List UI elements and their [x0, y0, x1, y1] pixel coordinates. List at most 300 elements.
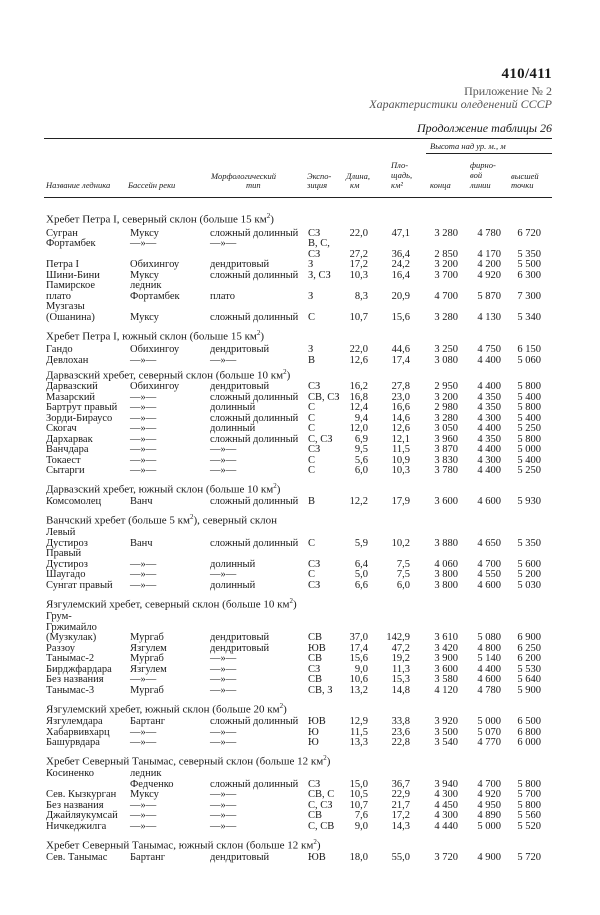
height-end: 3 420 — [434, 643, 458, 654]
glacier-name: Дарвазский — [46, 381, 98, 392]
height-firn: 4 350 — [477, 402, 501, 413]
height-firn: 4 600 — [477, 674, 501, 685]
glacier-name: Шаугадо — [46, 569, 86, 580]
height-firn: 4 600 — [477, 496, 501, 507]
height-end: 2 950 — [434, 381, 458, 392]
morph-type: —»— — [210, 674, 237, 685]
exposition: В, С, — [308, 238, 330, 249]
table-row — [0, 811, 600, 821]
morph-type: —»— — [210, 569, 237, 580]
glacier-name: Бирджфардара — [46, 664, 112, 675]
table-row — [0, 822, 600, 832]
glacier-name: Фортамбек — [46, 238, 96, 249]
height-end: 3 610 — [434, 632, 458, 643]
area: 36,4 — [391, 249, 410, 260]
length: 5,6 — [354, 455, 368, 466]
river-basin: Муксу — [130, 270, 159, 281]
length: 16,8 — [349, 392, 368, 403]
height-top: 5 500 — [517, 259, 541, 270]
area: 36,7 — [391, 779, 410, 790]
area: 44,6 — [391, 344, 410, 355]
length: 5,0 — [354, 569, 368, 580]
height-end: 2 850 — [434, 249, 458, 260]
exposition: В — [308, 496, 316, 507]
area: 17,2 — [391, 810, 410, 821]
river-basin: Мургаб — [130, 632, 164, 643]
morph-type: —»— — [210, 455, 237, 466]
morph-type: плато — [210, 291, 235, 302]
area: 15,6 — [391, 312, 410, 323]
glacier-name: Ничкеджилга — [46, 821, 107, 832]
height-end: 3 540 — [434, 737, 458, 748]
height-firn: 4 350 — [477, 434, 501, 445]
morph-type: сложный долинный — [210, 392, 299, 403]
height-end: 3 280 — [434, 312, 458, 323]
height-end: 3 200 — [434, 259, 458, 270]
height-firn: 5 140 — [477, 653, 501, 664]
glacier-name: Язгулемдара — [46, 716, 103, 727]
height-firn: 4 890 — [477, 810, 501, 821]
area: 14,6 — [391, 413, 410, 424]
river-basin: Язгулем — [130, 643, 167, 654]
river-basin: —»— — [130, 355, 157, 366]
river-basin: ледник — [130, 768, 162, 779]
glacier-name: (Музкулак) — [46, 632, 97, 643]
table-row — [0, 466, 600, 476]
exposition: З — [308, 344, 314, 355]
glacier-name: Танымас-2 — [46, 653, 95, 664]
length: 9,5 — [354, 444, 368, 455]
area: 21,7 — [391, 800, 410, 811]
col-length-1: Длина, — [346, 171, 370, 181]
glacier-name: Дустироз — [46, 538, 88, 549]
table-row — [0, 549, 600, 559]
exposition: ЮВ — [308, 716, 326, 727]
height-end: 3 600 — [434, 496, 458, 507]
col-area-2: щадь, — [391, 170, 413, 180]
glacier-name: Шини-Бини — [46, 270, 100, 281]
length: 12,9 — [349, 716, 368, 727]
height-firn: 4 300 — [477, 413, 501, 424]
area: 27,8 — [391, 381, 410, 392]
river-basin: Мургаб — [130, 685, 164, 696]
table-row — [0, 313, 600, 323]
exposition: СВ — [308, 653, 323, 664]
height-end: 3 870 — [434, 444, 458, 455]
height-firn: 4 700 — [477, 779, 501, 790]
morph-type: дендритовый — [210, 643, 270, 654]
exposition: СВ, З — [308, 685, 333, 696]
height-top: 6 000 — [517, 737, 541, 748]
area: 10,2 — [391, 538, 410, 549]
area: 16,4 — [391, 270, 410, 281]
col-length-2: км — [350, 180, 360, 190]
height-top: 5 930 — [517, 496, 541, 507]
col-morph-1: Морфологический — [211, 171, 277, 181]
river-basin: ледник — [130, 280, 162, 291]
height-firn: 4 700 — [477, 559, 501, 570]
river-basin: Муксу — [130, 312, 159, 323]
river-basin: Муксу — [130, 228, 159, 239]
height-end: 3 250 — [434, 344, 458, 355]
glacier-name: Бартрут правый — [46, 402, 118, 413]
exposition: С, СЗ — [308, 800, 333, 811]
table-row — [0, 292, 600, 302]
river-basin: Бартанг — [130, 852, 166, 863]
exposition: СВ, С — [308, 789, 335, 800]
height-top: 6 800 — [517, 727, 541, 738]
length: 15,0 — [349, 779, 368, 790]
length: 10,6 — [349, 674, 368, 685]
glacier-name: Хабарвивхарц — [46, 727, 110, 738]
area: 15,3 — [391, 674, 410, 685]
table-row — [0, 239, 600, 249]
height-firn: 4 600 — [477, 580, 501, 591]
area: 22,8 — [391, 737, 410, 748]
height-end: 3 880 — [434, 538, 458, 549]
height-firn: 4 750 — [477, 344, 501, 355]
morph-type: —»— — [210, 444, 237, 455]
river-basin: —»— — [130, 559, 157, 570]
length: 6,4 — [354, 559, 368, 570]
height-firn: 4 400 — [477, 664, 501, 675]
river-basin: Ванч — [130, 538, 153, 549]
table-row — [0, 570, 600, 580]
exposition: З — [308, 291, 314, 302]
glacier-name: Танымас-3 — [46, 685, 95, 696]
exposition: С — [308, 538, 316, 549]
river-basin: Обихингоу — [130, 381, 180, 392]
exposition: СЗ — [308, 249, 321, 260]
length: 17,2 — [349, 259, 368, 270]
area: 16,6 — [391, 402, 410, 413]
glacier-name: Раззоу — [46, 643, 75, 654]
height-group-rule — [426, 153, 552, 154]
area: 47,1 — [391, 228, 410, 239]
morph-type: сложный долинный — [210, 413, 299, 424]
height-top: 6 250 — [517, 643, 541, 654]
morph-type: дендритовый — [210, 381, 270, 392]
height-top: 6 900 — [517, 632, 541, 643]
river-basin: —»— — [130, 737, 157, 748]
height-top: 5 250 — [517, 465, 541, 476]
river-basin: Федченко — [130, 779, 174, 790]
section-heading: Дарвазский хребет, северный склон (больше 10 $км^2$) — [46, 368, 291, 382]
section-heading: Ванчский хребет (больше 5 $км^2$), северный склон — [46, 513, 278, 527]
exposition: Ю — [308, 727, 319, 738]
river-basin: —»— — [130, 674, 157, 685]
area: 6,0 — [396, 580, 410, 591]
table-row — [0, 250, 600, 260]
exposition: С — [308, 423, 316, 434]
glacier-name: Сев. Кызкурган — [46, 789, 117, 800]
morph-type: сложный долинный — [210, 496, 299, 507]
table-row — [0, 769, 600, 779]
col-expo-2: зиция — [307, 180, 328, 190]
morph-type: —»— — [210, 727, 237, 738]
length: 12,2 — [349, 496, 368, 507]
glacier-name: Скогач — [46, 423, 77, 434]
height-top: 6 720 — [517, 228, 541, 239]
river-basin: Фортамбек — [130, 291, 180, 302]
height-end: 3 080 — [434, 355, 458, 366]
morph-type: —»— — [210, 737, 237, 748]
appendix-label: Приложение № 2 — [464, 84, 552, 98]
exposition: С — [308, 455, 316, 466]
glacier-name: Правый — [46, 548, 82, 559]
morph-type: —»— — [210, 789, 237, 800]
section-heading: Хребет Северный Танымас, северный склон (больше 12 $км^2$) — [46, 754, 331, 768]
exposition: В — [308, 355, 316, 366]
height-top: 6 300 — [517, 270, 541, 281]
length: 12,6 — [349, 355, 368, 366]
height-firn: 4 400 — [477, 444, 501, 455]
river-basin: —»— — [130, 455, 157, 466]
table-row — [0, 633, 600, 643]
length: 13,3 — [349, 737, 368, 748]
glacier-name: Токаест — [46, 455, 81, 466]
height-top: 5 400 — [517, 392, 541, 403]
length: 8,3 — [354, 291, 368, 302]
river-basin: —»— — [130, 821, 157, 832]
river-basin: —»— — [130, 727, 157, 738]
height-end: 4 300 — [434, 810, 458, 821]
river-basin: —»— — [130, 810, 157, 821]
height-firn: 4 400 — [477, 423, 501, 434]
height-end: 3 500 — [434, 727, 458, 738]
glacier-name: Гржимайло — [46, 622, 97, 633]
table-row — [0, 260, 600, 270]
height-firn: 4 650 — [477, 538, 501, 549]
table-row — [0, 539, 600, 549]
length: 10,3 — [349, 270, 368, 281]
height-top: 5 800 — [517, 381, 541, 392]
height-top: 5 700 — [517, 789, 541, 800]
river-basin: Язгулем — [130, 664, 167, 675]
exposition: С — [308, 413, 316, 424]
area: 142,9 — [386, 632, 410, 643]
height-end: 3 900 — [434, 653, 458, 664]
river-basin: Муксу — [130, 789, 159, 800]
height-end: 3 280 — [434, 228, 458, 239]
exposition: С, СВ — [308, 821, 335, 832]
area: 11,5 — [392, 444, 410, 455]
area: 11,3 — [392, 664, 410, 675]
length: 12,4 — [349, 402, 368, 413]
river-basin: —»— — [130, 423, 157, 434]
area: 19,2 — [391, 653, 410, 664]
table-row — [0, 345, 600, 355]
height-end: 4 440 — [434, 821, 458, 832]
length: 11,5 — [350, 727, 368, 738]
section-heading: Хребет Петра I, южный склон (больше 15 $км^2$) — [46, 329, 265, 343]
exposition: Ю — [308, 737, 319, 748]
length: 22,0 — [349, 344, 368, 355]
height-top: 6 500 — [517, 716, 541, 727]
height-end: 3 700 — [434, 270, 458, 281]
length: 13,2 — [349, 685, 368, 696]
height-end: 4 120 — [434, 685, 458, 696]
col-name: Название ледника — [46, 180, 111, 190]
glacier-name: Косиненко — [46, 768, 94, 779]
area: 23,6 — [391, 727, 410, 738]
river-basin: —»— — [130, 402, 157, 413]
height-end: 3 200 — [434, 392, 458, 403]
area: 20,9 — [391, 291, 410, 302]
height-top: 5 350 — [517, 538, 541, 549]
exposition: СЗ — [308, 580, 321, 591]
area: 17,4 — [391, 355, 410, 366]
continuation-label: Продолжение таблицы 26 — [416, 121, 552, 135]
height-top: 5 530 — [517, 664, 541, 675]
table-row — [0, 790, 600, 800]
col-expo-1: Экспо- — [307, 171, 332, 181]
table-row — [0, 675, 600, 685]
height-top: 5 030 — [517, 580, 541, 591]
river-basin: Бартанг — [130, 716, 166, 727]
table-row — [0, 497, 600, 507]
exposition: СЗ — [308, 664, 321, 675]
length: 10,7 — [349, 312, 368, 323]
height-end: 3 050 — [434, 423, 458, 434]
height-firn: 4 920 — [477, 270, 501, 281]
glacier-name: Башурвдара — [46, 737, 100, 748]
height-firn: 4 550 — [477, 569, 501, 580]
area: 10,9 — [391, 455, 410, 466]
height-top: 6 150 — [517, 344, 541, 355]
height-end: 3 800 — [434, 580, 458, 591]
morph-type: сложный долинный — [210, 312, 299, 323]
height-top: 5 720 — [517, 852, 541, 863]
length: 6,6 — [354, 580, 368, 591]
height-firn: 4 200 — [477, 259, 501, 270]
glacier-name: Мазарский — [46, 392, 96, 403]
area: 12,1 — [391, 434, 410, 445]
glacier-name: Петра I — [46, 259, 79, 270]
length: 9,0 — [354, 821, 368, 832]
length: 18,0 — [349, 852, 368, 863]
morph-type: дендритовый — [210, 632, 270, 643]
river-basin: Обихингоу — [130, 259, 180, 270]
height-top: 5 800 — [517, 402, 541, 413]
length: 22,0 — [349, 228, 368, 239]
length: 15,6 — [349, 653, 368, 664]
river-basin: Обихингоу — [130, 344, 180, 355]
morph-type: —»— — [210, 664, 237, 675]
area: 7,5 — [396, 569, 410, 580]
length: 5,9 — [354, 538, 368, 549]
height-firn: 5 070 — [477, 727, 501, 738]
appendix-title: Характеристики оледенений СССР — [369, 97, 552, 111]
exposition: СВ, СЗ — [308, 392, 340, 403]
area: 24,2 — [391, 259, 410, 270]
glacier-name: Ванчдара — [46, 444, 89, 455]
height-end: 4 060 — [434, 559, 458, 570]
morph-type: долинный — [210, 559, 256, 570]
exposition: СЗ — [308, 444, 321, 455]
exposition: С — [308, 465, 316, 476]
height-top: 5 350 — [517, 249, 541, 260]
exposition: ЮВ — [308, 643, 326, 654]
height-top: 7 300 — [517, 291, 541, 302]
col-h-end: конца — [430, 180, 451, 190]
table-row — [0, 445, 600, 455]
length: 7,6 — [354, 810, 368, 821]
height-end: 4 700 — [434, 291, 458, 302]
height-firn: 4 800 — [477, 643, 501, 654]
height-end: 3 960 — [434, 434, 458, 445]
river-basin: —»— — [130, 465, 157, 476]
river-basin: —»— — [130, 238, 157, 249]
length: 9,4 — [354, 413, 368, 424]
col-basin: Бассейн реки — [128, 180, 176, 190]
length: 27,2 — [349, 249, 368, 260]
area: 12,6 — [391, 423, 410, 434]
table-row — [0, 382, 600, 392]
col-h-firn-3: линии — [470, 180, 491, 190]
table-row — [0, 302, 600, 312]
area: 22,9 — [391, 789, 410, 800]
height-firn: 4 780 — [477, 228, 501, 239]
morph-type: сложный долинный — [210, 228, 299, 239]
height-top: 5 520 — [517, 821, 541, 832]
table-row — [0, 356, 600, 366]
morph-type: —»— — [210, 800, 237, 811]
glacier-name: Зорди-Бираусо — [46, 413, 113, 424]
area: 14,8 — [391, 685, 410, 696]
area: 33,8 — [391, 716, 410, 727]
height-top: 5 060 — [517, 355, 541, 366]
river-basin: —»— — [130, 444, 157, 455]
height-firn: 4 780 — [477, 685, 501, 696]
table-row — [0, 717, 600, 727]
length: 17,4 — [349, 643, 368, 654]
height-firn: 5 000 — [477, 716, 501, 727]
glacier-name: плато — [46, 291, 71, 302]
morph-type: сложный долинный — [210, 779, 299, 790]
height-firn: 4 400 — [477, 381, 501, 392]
section-heading: Хребет Северный Танымас, южный склон (больше 12 $км^2$) — [46, 838, 321, 852]
height-top: 5 340 — [517, 312, 541, 323]
table-row — [0, 581, 600, 591]
glacier-name: Сев. Танымас — [46, 852, 108, 863]
river-basin: Мургаб — [130, 653, 164, 664]
table-row — [0, 414, 600, 424]
exposition: С — [308, 402, 316, 413]
height-firn: 5 080 — [477, 632, 501, 643]
length: 16,2 — [349, 381, 368, 392]
height-top: 5 250 — [517, 423, 541, 434]
glacier-name: Грум- — [46, 611, 72, 622]
river-basin: —»— — [130, 800, 157, 811]
col-h-top-1: высшей — [511, 171, 539, 181]
morph-type: —»— — [210, 653, 237, 664]
glacier-name: Сугран — [46, 228, 78, 239]
exposition: СВ — [308, 674, 323, 685]
table-row — [0, 456, 600, 466]
morph-type: —»— — [210, 810, 237, 821]
height-firn: 4 920 — [477, 789, 501, 800]
table-row — [0, 560, 600, 570]
exposition: С — [308, 312, 316, 323]
section-heading: Язгулемский хребет, южный склон (больше 20 $км^2$) — [46, 702, 287, 716]
morph-type: —»— — [210, 685, 237, 696]
col-h-top-2: точки — [511, 180, 534, 190]
area: 23,0 — [391, 392, 410, 403]
glacier-name: Сытарги — [46, 465, 85, 476]
height-top: 5 800 — [517, 800, 541, 811]
height-end: 4 300 — [434, 789, 458, 800]
